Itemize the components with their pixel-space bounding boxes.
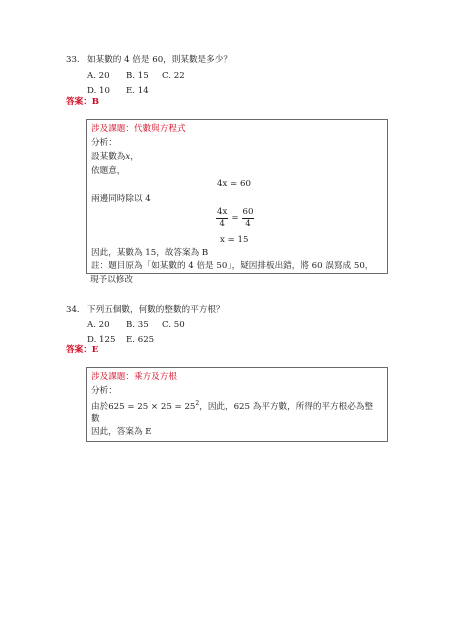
q33-stem: 如某數的 4 倍是 60，則某數是多少？ [87,55,232,65]
q34-option-e: E. 625 [126,335,155,345]
q33-answer: 答案：B [66,97,100,107]
q33-option-d: D. 10 [87,86,110,96]
q33-fraction-right-den: 4 [245,218,251,229]
q33-option-e: E. 14 [126,86,149,96]
q33-note-line-2: 現予以修改 [90,275,133,285]
q33-let-line [91,153,139,162]
q33-fraction-left-den: 4 [219,218,225,229]
q33-note-line-1: 註：題目原為「如某數的 4 倍是 50」，疑因排板出錯，將 60 誤寫成 50， [91,261,374,271]
q34-since-text: 由於625 = 25 × 25 = 25 [91,401,196,412]
q34-stem: 下列五個數，何數的整數的平方根？ [87,305,225,315]
q33-divide-note: 兩邊同時除以 4 [91,194,151,204]
q33-fraction-right [242,208,255,228]
q33-analysis-label: 分析： [91,138,117,148]
q34-topic: 涉及課題：乘方及方根 [91,372,177,382]
q33-option-b: B. 15 [126,71,149,81]
q33-fraction-right-num: 60 [242,207,254,217]
q33-therefore: 因此，某數為 15，故答案為 B [91,248,209,258]
q33-fraction-left-num: 4x [217,207,228,217]
q34-number: 34. [66,305,80,315]
q33-equation-1: 4x = 60 [217,179,251,189]
q34-option-d: D. 125 [87,335,116,345]
q34-since-line [91,401,373,411]
q33-number: 33. [66,55,80,65]
q33-fraction-left [216,208,228,228]
q33-fraction-equals: = [231,212,239,223]
q34-therefore: 因此，答案為 E [91,427,152,437]
q34-since-end: ，因此，625 為平方數，所得的平方根必為整 [199,401,374,412]
q33-by-problem: 依題意， [91,166,126,176]
q33-option-a: A. 20 [87,71,110,81]
q33-equation-3: x = 15 [220,235,249,245]
q33-option-c: C. 22 [162,71,185,81]
q34-since-sup: 2 [195,400,200,407]
q34-analysis-label: 分析： [91,386,117,396]
q34-solution-box [86,367,388,442]
q34-option-b: B. 35 [126,320,149,330]
q34-option-a: A. 20 [87,320,110,330]
q33-let-end: ， [130,152,139,162]
q34-answer: 答案：E [66,345,99,355]
q34-option-c: C. 50 [162,320,185,330]
q33-let-var: x [125,152,131,162]
q33-solution-box [86,119,388,274]
q34-since-continued: 數 [91,414,100,424]
q33-fraction-equation [216,208,254,228]
q33-let-text: 設某數為 [91,152,126,162]
q33-topic: 涉及課題：代數與方程式 [91,124,186,134]
